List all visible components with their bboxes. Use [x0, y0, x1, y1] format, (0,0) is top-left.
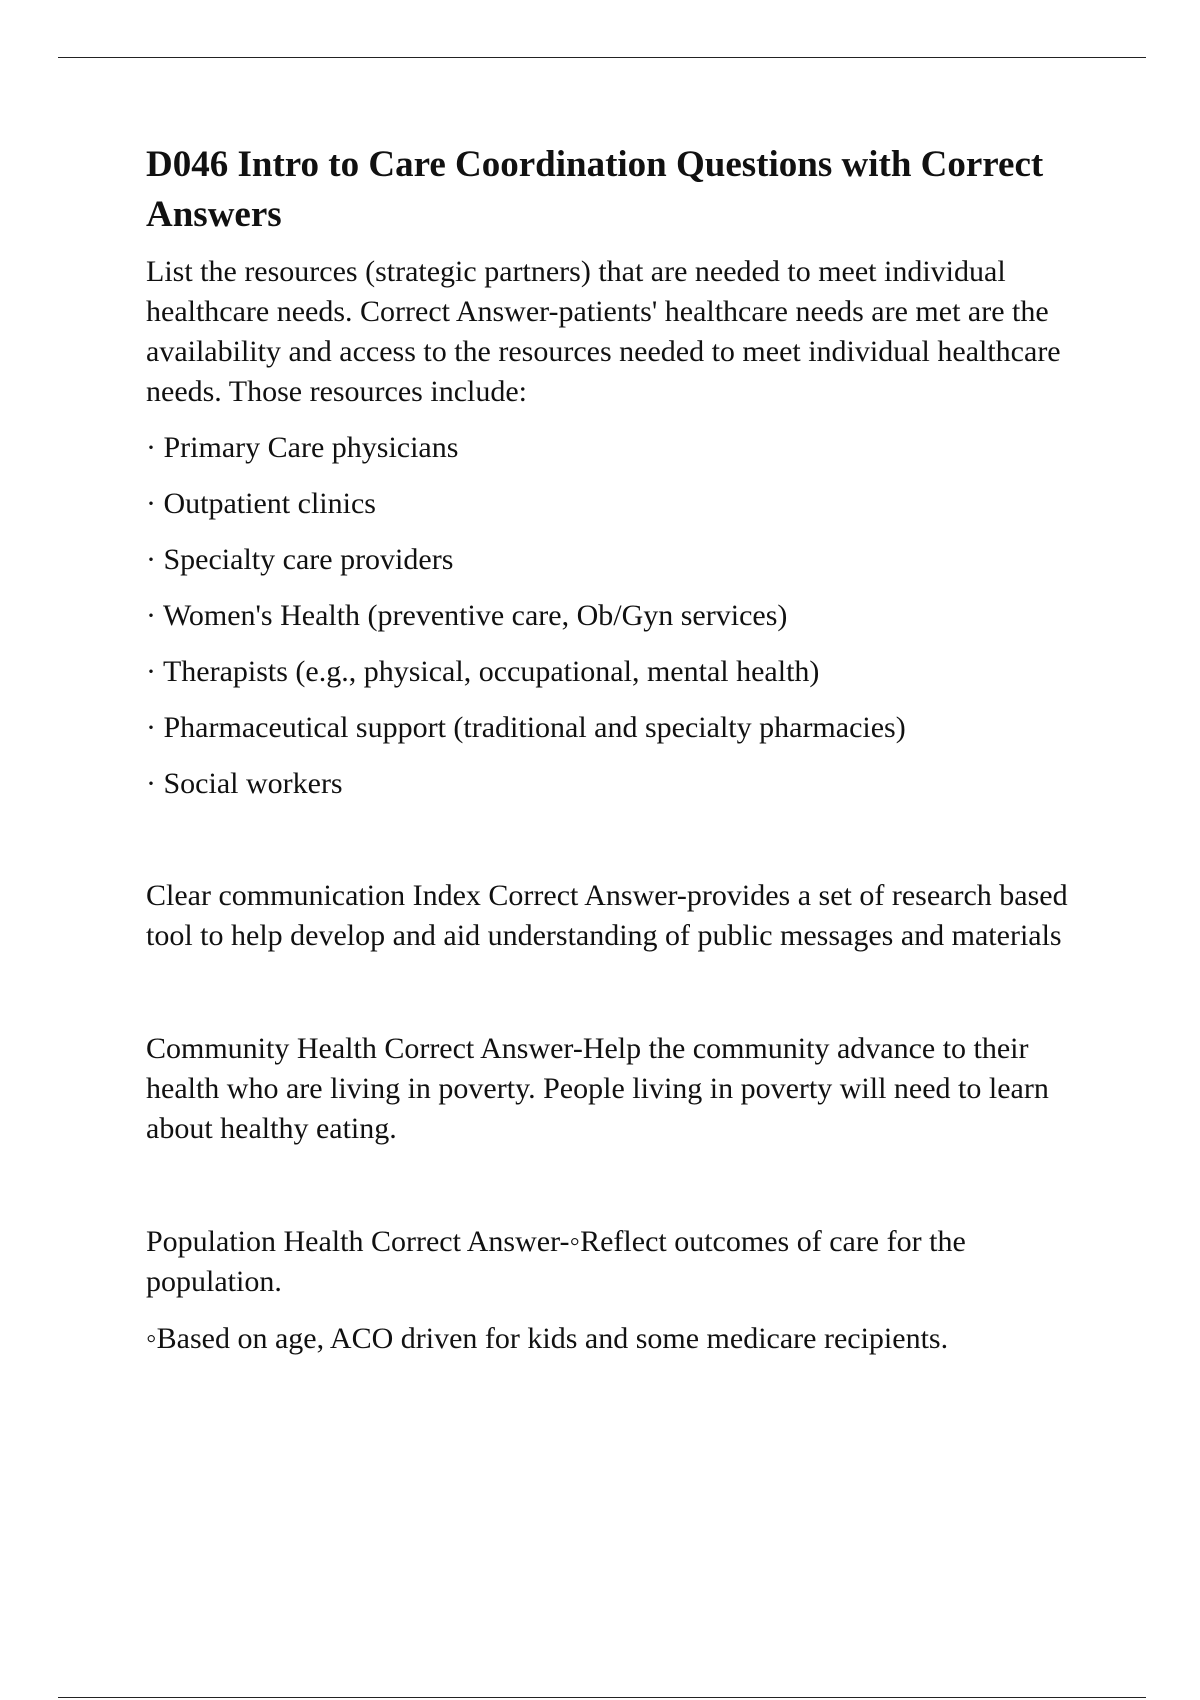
question-clear-communication: Clear communication Index Correct Answer-provides a set of research based tool to help develop and aid understanding of public messages and materials	[146, 879, 1068, 952]
top-divider	[58, 57, 1146, 58]
document-title: D046 Intro to Care Coordination Questions with Correct Answers	[146, 144, 1044, 235]
list-item: · Specialty care providers	[146, 543, 454, 576]
population-health-detail: ◦Based on age, ACO driven for kids and some medicare recipients.	[146, 1322, 949, 1355]
spacer	[146, 1149, 1106, 1222]
bottom-divider	[58, 1697, 1146, 1698]
list-item: · Women's Health (preventive care, Ob/Gyn services)	[146, 599, 788, 632]
spacer	[146, 956, 1106, 1029]
list-item: · Therapists (e.g., physical, occupational, mental health)	[146, 655, 820, 688]
list-item: · Social workers	[146, 767, 343, 800]
list-item: · Outpatient clinics	[146, 487, 376, 520]
question-community-health: Community Health Correct Answer-Help the community advance to their health who are living in poverty. People living in poverty will need to learn about healthy eating.	[146, 1032, 1049, 1145]
spacer	[146, 820, 1106, 876]
list-item: · Primary Care physicians	[146, 431, 459, 464]
question-resources: List the resources (strategic partners) that are needed to meet individual healthcare needs. Correct Answer-patients' healthcare needs are met are the availability and access to the resources needed to meet individual healthcare needs. Those resources include:	[146, 255, 1061, 408]
resource-list	[146, 428, 1106, 804]
question-population-health: Population Health Correct Answer-◦Reflect outcomes of care for the population.	[146, 1225, 966, 1298]
spacer	[146, 1302, 1106, 1319]
list-item: · Pharmaceutical support (traditional and specialty pharmacies)	[146, 711, 906, 744]
document-body	[146, 140, 1106, 1359]
